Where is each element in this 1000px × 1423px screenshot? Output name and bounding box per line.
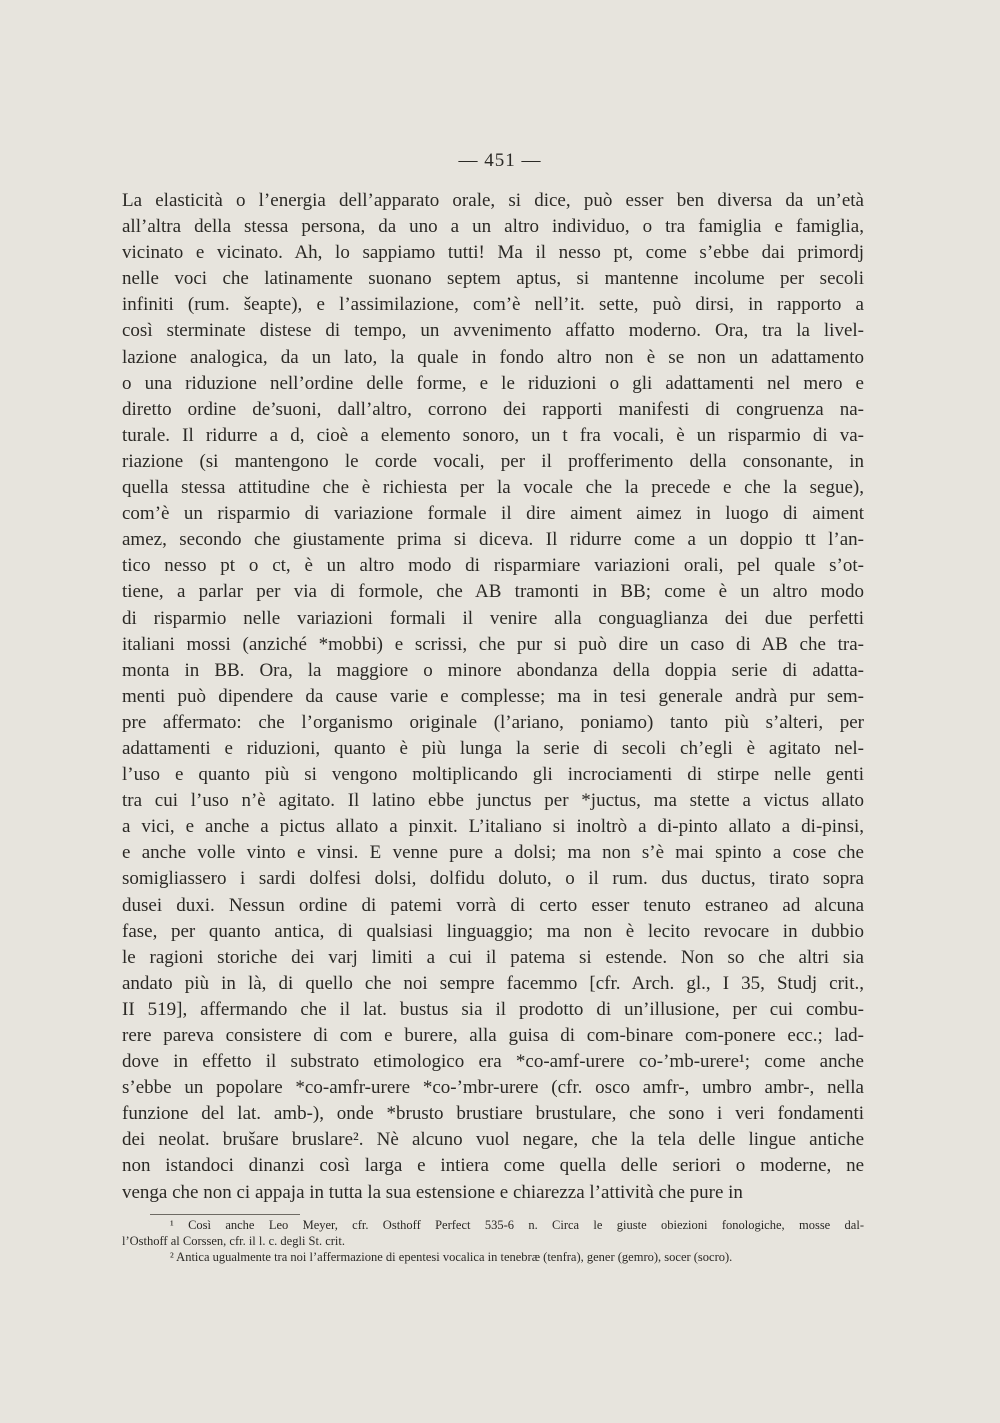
footnote-line: ¹ Così anche Leo Meyer, cfr. Osthoff Perfect 535-6 n. Circa le giuste obiezioni fonologiche, mosse dal-	[170, 1218, 864, 1232]
text-line: funzione del lat. amb-), onde *brusto brustiare brustulare, che sono i veri fondamenti	[122, 1103, 864, 1125]
body-text	[122, 188, 864, 1206]
text-line: infiniti (rum. šeapte), e l’assimilazione, com’è nell’it. sette, può dirsi, in rapporto a	[122, 294, 864, 316]
text-line: II 519], affermando che il lat. bustus sia il prodotto di un’illusione, per cui combu-	[122, 998, 864, 1020]
footnote-line: ² Antica ugualmente tra noi l’affermazione di epentesi vocalica in tenebræ (tenfra), gener (gemro), socer (socro).	[170, 1250, 733, 1264]
text-line: adattamenti e riduzioni, quanto è più lunga la serie di secoli ch’egli è agitato nel-	[122, 737, 864, 759]
text-line: a vici, e anche a pictus allato a pinxit. L’italiano si inoltrò a di-pinto allato a di-pinsi,	[122, 816, 864, 838]
text-line: La elasticità o l’energia dell’apparato orale, si dice, può esser ben diversa da un’età	[122, 190, 864, 211]
text-line: quella stessa attitudine che è richiesta per la vocale che la precede e che la segue),	[122, 477, 864, 499]
text-line: nelle voci che latinamente suonano septem aptus, si mantenne incolume per secoli	[122, 268, 864, 290]
text-line: tico nesso pt o ct, è un altro modo di risparmiare variazioni orali, pel quale s’ot-	[122, 555, 864, 577]
text-line: andato più in là, di quello che noi sempre facemmo [cfr. Arch. gl., I 35, Studj crit.,	[122, 972, 864, 994]
text-line: così sterminate distese di tempo, un avvenimento affatto moderno. Ora, tra la livel-	[122, 320, 864, 342]
text-line: turale. Il ridurre a d, cioè a elemento sonoro, un t fra vocali, è un risparmio di va-	[122, 424, 864, 446]
footnote-line: l’Osthoff al Corssen, cfr. il l. c. degli St. crit.	[122, 1234, 345, 1248]
text-line: dove in effetto il substrato etimologico era *co-amf-urere co-’mb-urere¹; come anche	[122, 1051, 864, 1073]
text-line: lazione analogica, da un lato, la quale in fondo altro non è se non un adattamento	[122, 346, 864, 368]
text-line: riazione (si mantengono le corde vocali, per il profferimento della consonante, in	[122, 450, 864, 472]
text-line: monta in BB. Ora, la maggiore o minore abondanza della doppia serie di adatta-	[122, 659, 864, 681]
text-line: dei neolat. brušare bruslare². Nè alcuno vuol negare, che la tela delle lingue antiche	[122, 1129, 864, 1151]
text-line: le ragioni storiche dei varj limiti a cui il patema si estende. Non so che altri sia	[122, 946, 864, 968]
text-line: italiani mossi (anziché *mobbi) e scrissi, che pur si può dire un caso di AB che tra-	[122, 633, 864, 655]
text-line: di risparmio nelle variazioni formali il venire alla conguaglianza dei due perfetti	[122, 607, 864, 629]
text-line: non istandoci dinanzi così larga e intiera come quella delle seriori o moderne, ne	[122, 1155, 864, 1177]
text-line: s’ebbe un popolare *co-amfr-urere *co-’mbr-urere (cfr. osco amfr-, umbro ambr-, nella	[122, 1077, 864, 1099]
text-line: vicinato e vicinato. Ah, lo sappiamo tutti! Ma il nesso pt, come s’ebbe dai primordj	[122, 242, 864, 264]
text-line: menti può dipendere da cause varie e complesse; ma in tesi generale andrà pur sem-	[122, 685, 864, 707]
text-line: venga che non ci appaja in tutta la sua estensione e chiarezza l’attività che pure in	[122, 1181, 743, 1203]
text-line: o una riduzione nell’ordine delle forme, e le riduzioni o gli adattamenti nel mero e	[122, 372, 864, 394]
text-line: com’è un risparmio di variazione formale il dire aiment aimez in luogo di aiment	[122, 503, 864, 525]
page-number: — 451 —	[458, 150, 542, 171]
text-line: amez, secondo che giustamente prima si diceva. Il ridurre come a un doppio tt l’an-	[122, 529, 864, 551]
text-line: all’altra della stessa persona, da uno a un altro individuo, o tra famiglia e famiglia,	[122, 216, 864, 238]
text-line: rere pareva consistere di com e burere, alla guisa di com-binare com-ponere ecc.; lad-	[122, 1025, 864, 1046]
text-line: somigliassero i sardi dolfesi dolsi, dolfidu doluto, o il rum. dus ductus, tirato sopra	[122, 868, 864, 890]
text-line: e anche volle vinto e vinsi. E venne pure a dolsi; ma non s’è mai spinto a cose che	[122, 842, 864, 864]
text-line: tiene, a parlar per via di formole, che AB tramonti in BB; come è un altro modo	[122, 581, 864, 603]
footnote-rule	[150, 1214, 300, 1215]
text-line: l’uso e quanto più si vengono moltiplicando gli incrociamenti di stirpe nelle genti	[122, 764, 864, 786]
text-line: dusei duxi. Nessun ordine di patemi vorrà di certo esser tenuto estraneo ad alcuna	[122, 894, 864, 916]
text-line: fase, per quanto antica, di qualsiasi linguaggio; ma non è lecito revocare in dubbio	[122, 920, 864, 942]
text-line: diretto ordine de’suoni, dall’altro, corrono dei rapporti manifesti di congruenza na-	[122, 398, 864, 420]
text-line: pre affermato: che l’organismo originale (l’ariano, poniamo) tanto più s’alteri, per	[122, 711, 864, 733]
text-line: tra cui l’uso n’è agitato. Il latino ebbe junctus per *juctus, ma stette a victus allato	[122, 790, 864, 812]
footnotes	[122, 1217, 864, 1265]
